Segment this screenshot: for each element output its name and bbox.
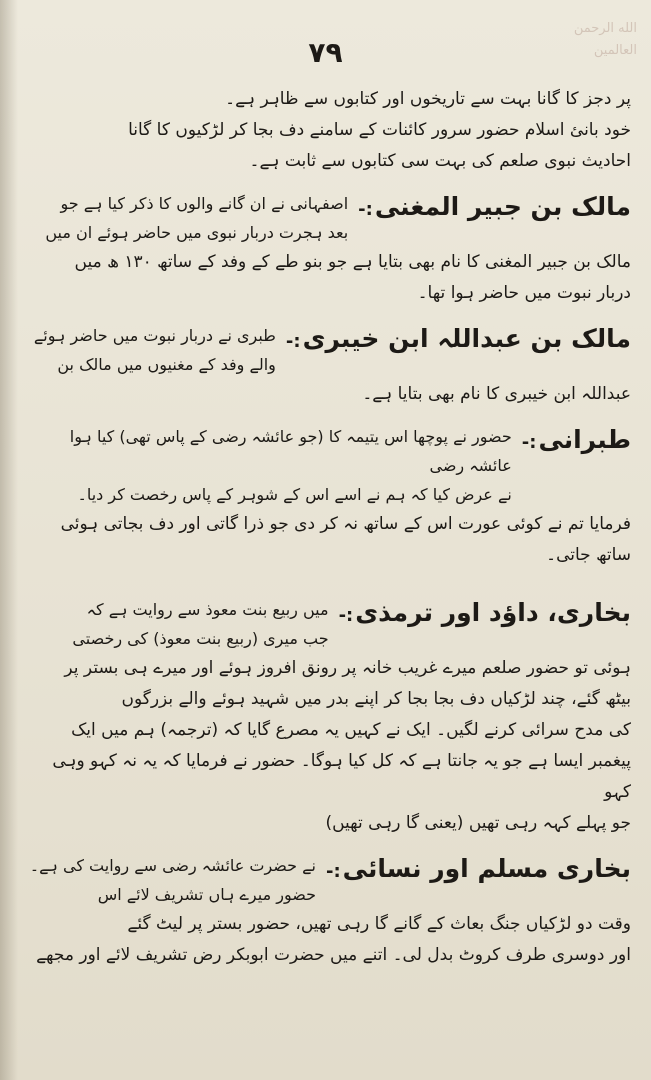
text-line: نے عرض کیا کہ ہم نے اسے اس کے شوہر کے پاس رخصت کر دیا۔ [77,485,512,504]
section-malik-bin-abdullah [28,321,631,410]
section-bukhari-muslim-nasai [28,851,631,971]
text-line: بیٹھ گئے، چند لڑکیاں دف بجا بجا کر اپنے بدر میں شہید ہوئے والے بزرگوں [121,689,631,709]
page-number: ٧٩ [308,36,343,69]
section-heading-side-text [28,595,329,653]
section-heading-side-text [28,422,512,509]
section-heading: مالک بن عبداللہ ابن خیبری:- [285,324,631,353]
text-line: اصفہانی نے ان گانے والوں کا ذکر کیا ہے جو [60,194,349,213]
text-line: اور دوسری طرف کروٹ بدل لی۔ اتنے میں حضرت ابوبکر رض تشریف لائے اور مجھے [36,945,631,965]
section-heading-side-text [28,189,348,247]
section-heading: مالک بن جبیر المغنی:- [358,192,631,221]
text-line: ساتھ جاتی۔ [546,545,631,565]
text-line: طبری نے دربار نبوت میں حاضر ہوئے [33,326,276,345]
text-line: پیغمبر ایسا ہے جو یہ جانتا ہے کہ کل کیا ہوگا۔ حضور نے فرمایا کہ یہ نہ کہو وہی کہو [52,751,631,802]
text-line: پر دجز کا گانا بہت سے تاریخوں اور کتابوں سے ظاہر ہے۔ [225,89,631,109]
text-line: بعد ہجرت دربار نبوی میں حاضر ہوئے ان میں [45,223,349,242]
section-heading-side-text [28,321,276,379]
text-line: دربار نبوت میں حاضر ہوا تھا۔ [417,283,631,303]
section-heading: طبرانی:- [521,425,631,454]
page-edge-shadow [0,0,18,1080]
text-line: نے حضرت عائشہ رضی سے روایت کی ہے۔ [29,856,316,875]
text-line: جو پہلے کہہ رہی تھیں (یعنی گا رہی تھیں) [325,813,631,833]
section-heading-side-text [28,851,316,909]
section-malik-bin-jubair [28,189,631,309]
section-bukhari-dawud-tirmidhi [28,595,631,839]
text-line: فرمایا تم نے کوئی عورت اس کے ساتھ نہ کر دی جو ذرا گاتی اور دف بجاتی ہوئی [60,514,631,534]
section-tabrani [28,422,631,571]
text-line: میں ربیع بنت معوذ سے روایت ہے کہ [86,600,329,619]
text-line: جب میری (ربیع بنت معوذ) کی رخصتی [72,629,329,648]
bleed-through-line: العالمين [593,43,637,58]
text-line: حضور میرے ہاں تشریف لائے اس [97,885,316,904]
text-line: وقت دو لڑکیاں جنگ بعاث کے گانے گا رہی تھیں، حضور بستر پر لیٹ گئے [127,914,631,934]
text-line: والے وفد کے مغنیوں میں مالک بن [57,355,276,374]
text-line: کی مدح سرائی کرنے لگیں۔ ایک نے کہیں یہ مصرع گایا کہ (ترجمہ) ہم میں ایک [71,720,631,740]
section-heading: بخاری، داؤد اور ترمذی:- [338,598,631,627]
text-line: خود بانئ اسلام حضور سرور کائنات کے سامنے دف بجا کر لڑکیوں کا گانا [128,120,631,140]
text-line: احادیث نبوی صلعم کی بہت سی کتابوں سے ثابت ہے۔ [249,151,631,171]
text-line: مالک بن جبیر المغنی کا نام بھی بتایا ہے جو بنو طے کے وفد کے ساتھ ۱۳۰ ھ میں [74,252,631,272]
text-line: ہوئی تو حضور صلعم میرے غریب خانہ پر رونق افروز ہوئے اور میرے ہی بستر پر [64,658,631,678]
bleed-through-line: الله الرحمن [573,21,637,36]
page-body [28,84,631,1070]
text-line: عبداللہ ابن خیبری کا نام بھی بتایا ہے۔ [362,384,631,404]
text-line: حضور نے پوچھا اس یتیمہ کا (جو عائشہ رضی کے پاس تھی) کیا ہوا عائشہ رضی [69,427,512,475]
opening-paragraph [28,84,631,177]
section-heading: بخاری مسلم اور نسائی:- [325,854,631,883]
